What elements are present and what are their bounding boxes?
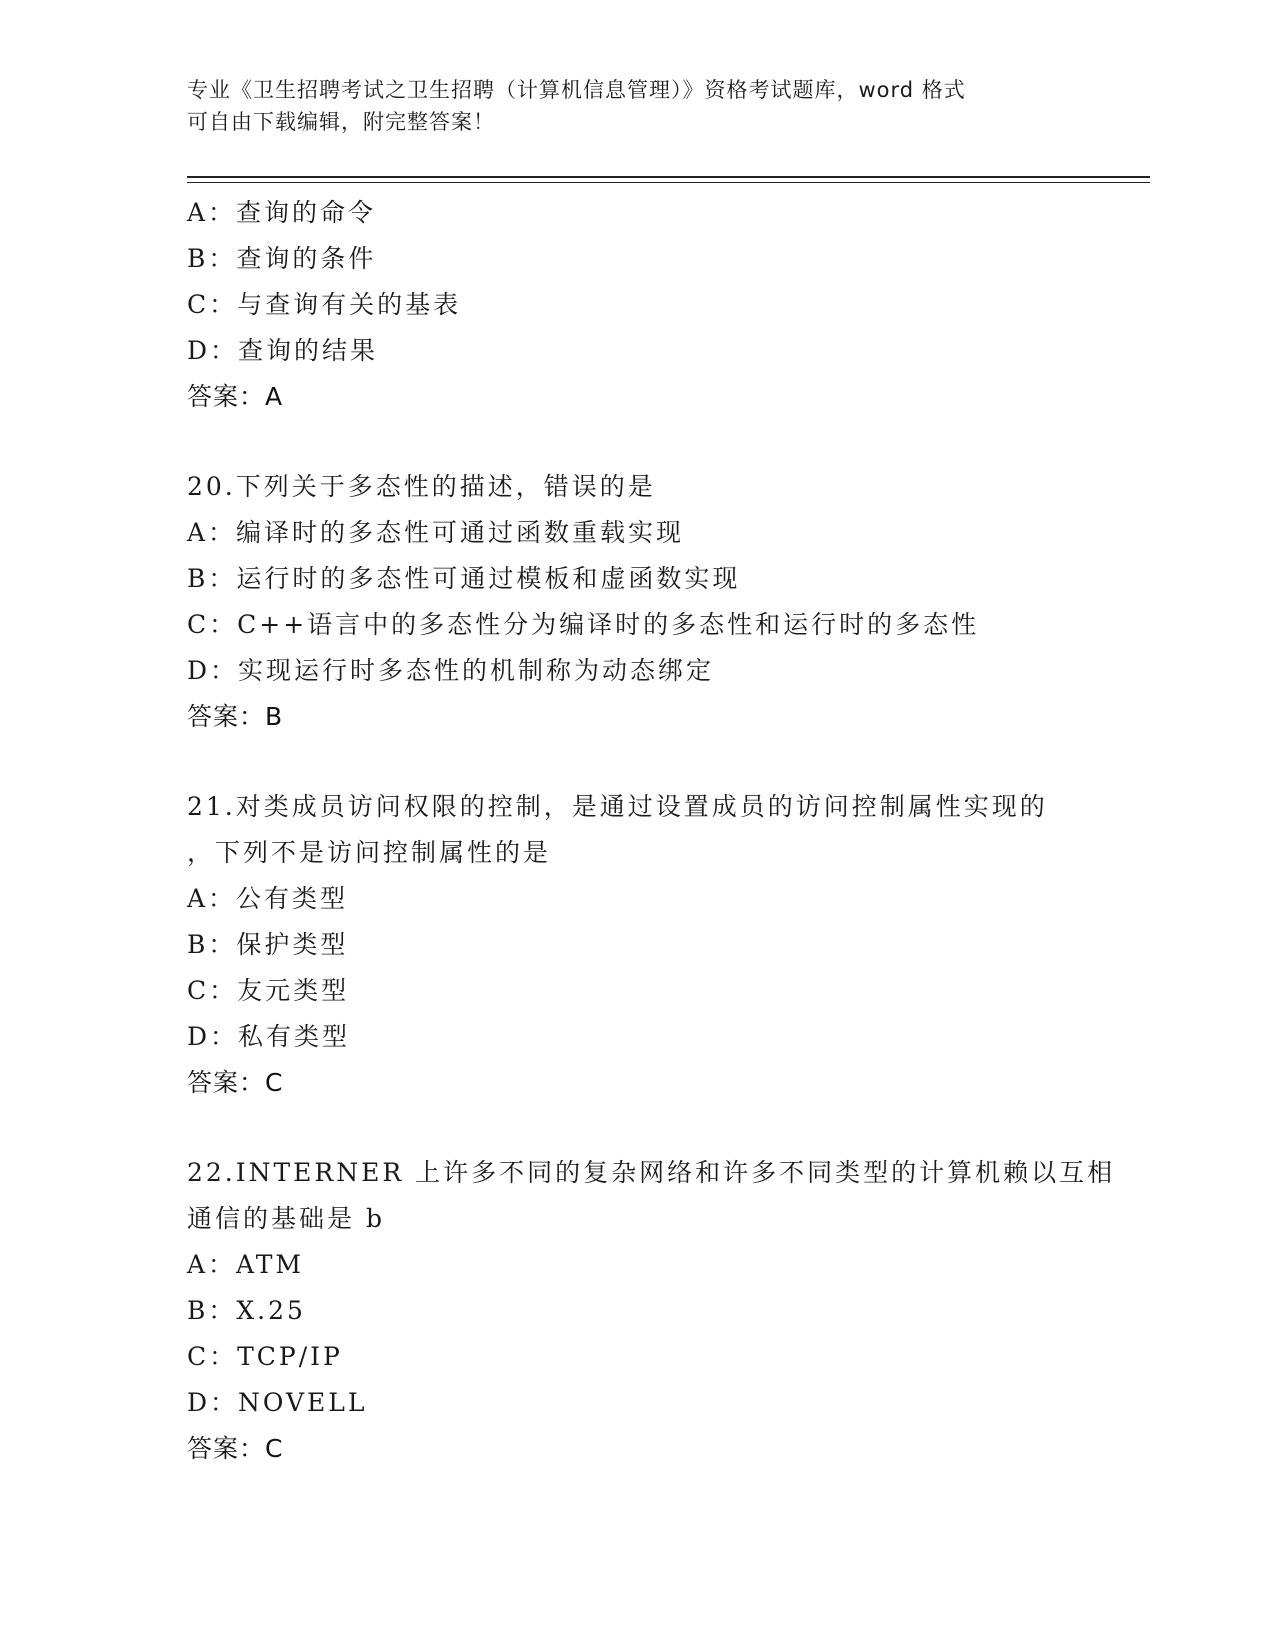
option-c: C：C++语言中的多态性分为编译时的多态性和运行时的多态性 [187, 610, 980, 639]
question-stem-line-2: ，下列不是访问控制属性的是 [187, 838, 552, 867]
option-a: A：编译时的多态性可通过函数重载实现 [187, 518, 685, 547]
option-c: C：友元类型 [187, 976, 350, 1005]
question-22 [187, 1150, 1147, 1472]
option-a: A：公有类型 [187, 884, 349, 913]
question-21 [187, 784, 1147, 1106]
option-b: B：保护类型 [187, 930, 349, 959]
header-line-2: 可自由下载编辑，附完整答案！ [187, 110, 495, 134]
option-d: D：查询的结果 [187, 336, 379, 365]
spacer [187, 740, 1147, 784]
option-d: D：NOVELL [187, 1388, 368, 1417]
header-divider-thick [187, 176, 1150, 178]
question-stem-line-1: 22.INTERNER 上许多不同的复杂网络和许多不同类型的计算机赖以互相 [187, 1158, 1116, 1187]
spacer [187, 420, 1147, 464]
question-list [187, 190, 1147, 1472]
spacer [187, 1106, 1147, 1150]
question-stem: 20.下列关于多态性的描述，错误的是 [187, 472, 656, 501]
answer: 答案：C [187, 1068, 284, 1097]
question-19 [187, 190, 1147, 420]
option-c: C：与查询有关的基表 [187, 290, 462, 319]
document-header [187, 74, 1087, 138]
question-20 [187, 464, 1147, 740]
answer: 答案：A [187, 382, 284, 411]
option-b: B：运行时的多态性可通过模板和虚函数实现 [187, 564, 741, 593]
question-stem-line-2: 通信的基础是 b [187, 1204, 385, 1233]
answer: 答案：C [187, 1434, 284, 1463]
option-d: D：实现运行时多态性的机制称为动态绑定 [187, 656, 715, 685]
header-divider-thin [187, 182, 1150, 183]
option-a: A：ATM [187, 1250, 305, 1279]
option-b: B：X.25 [187, 1296, 306, 1325]
option-d: D：私有类型 [187, 1022, 351, 1051]
answer: 答案：B [187, 702, 284, 731]
option-b: B：查询的条件 [187, 244, 377, 273]
option-a: A：查询的命令 [187, 198, 377, 227]
header-line-1: 专业《卫生招聘考试之卫生招聘（计算机信息管理）》资格考试题库，word 格式 [187, 78, 966, 102]
option-c: C：TCP/IP [187, 1342, 343, 1371]
question-stem-line-1: 21.对类成员访问权限的控制，是通过设置成员的访问控制属性实现的 [187, 792, 1048, 821]
